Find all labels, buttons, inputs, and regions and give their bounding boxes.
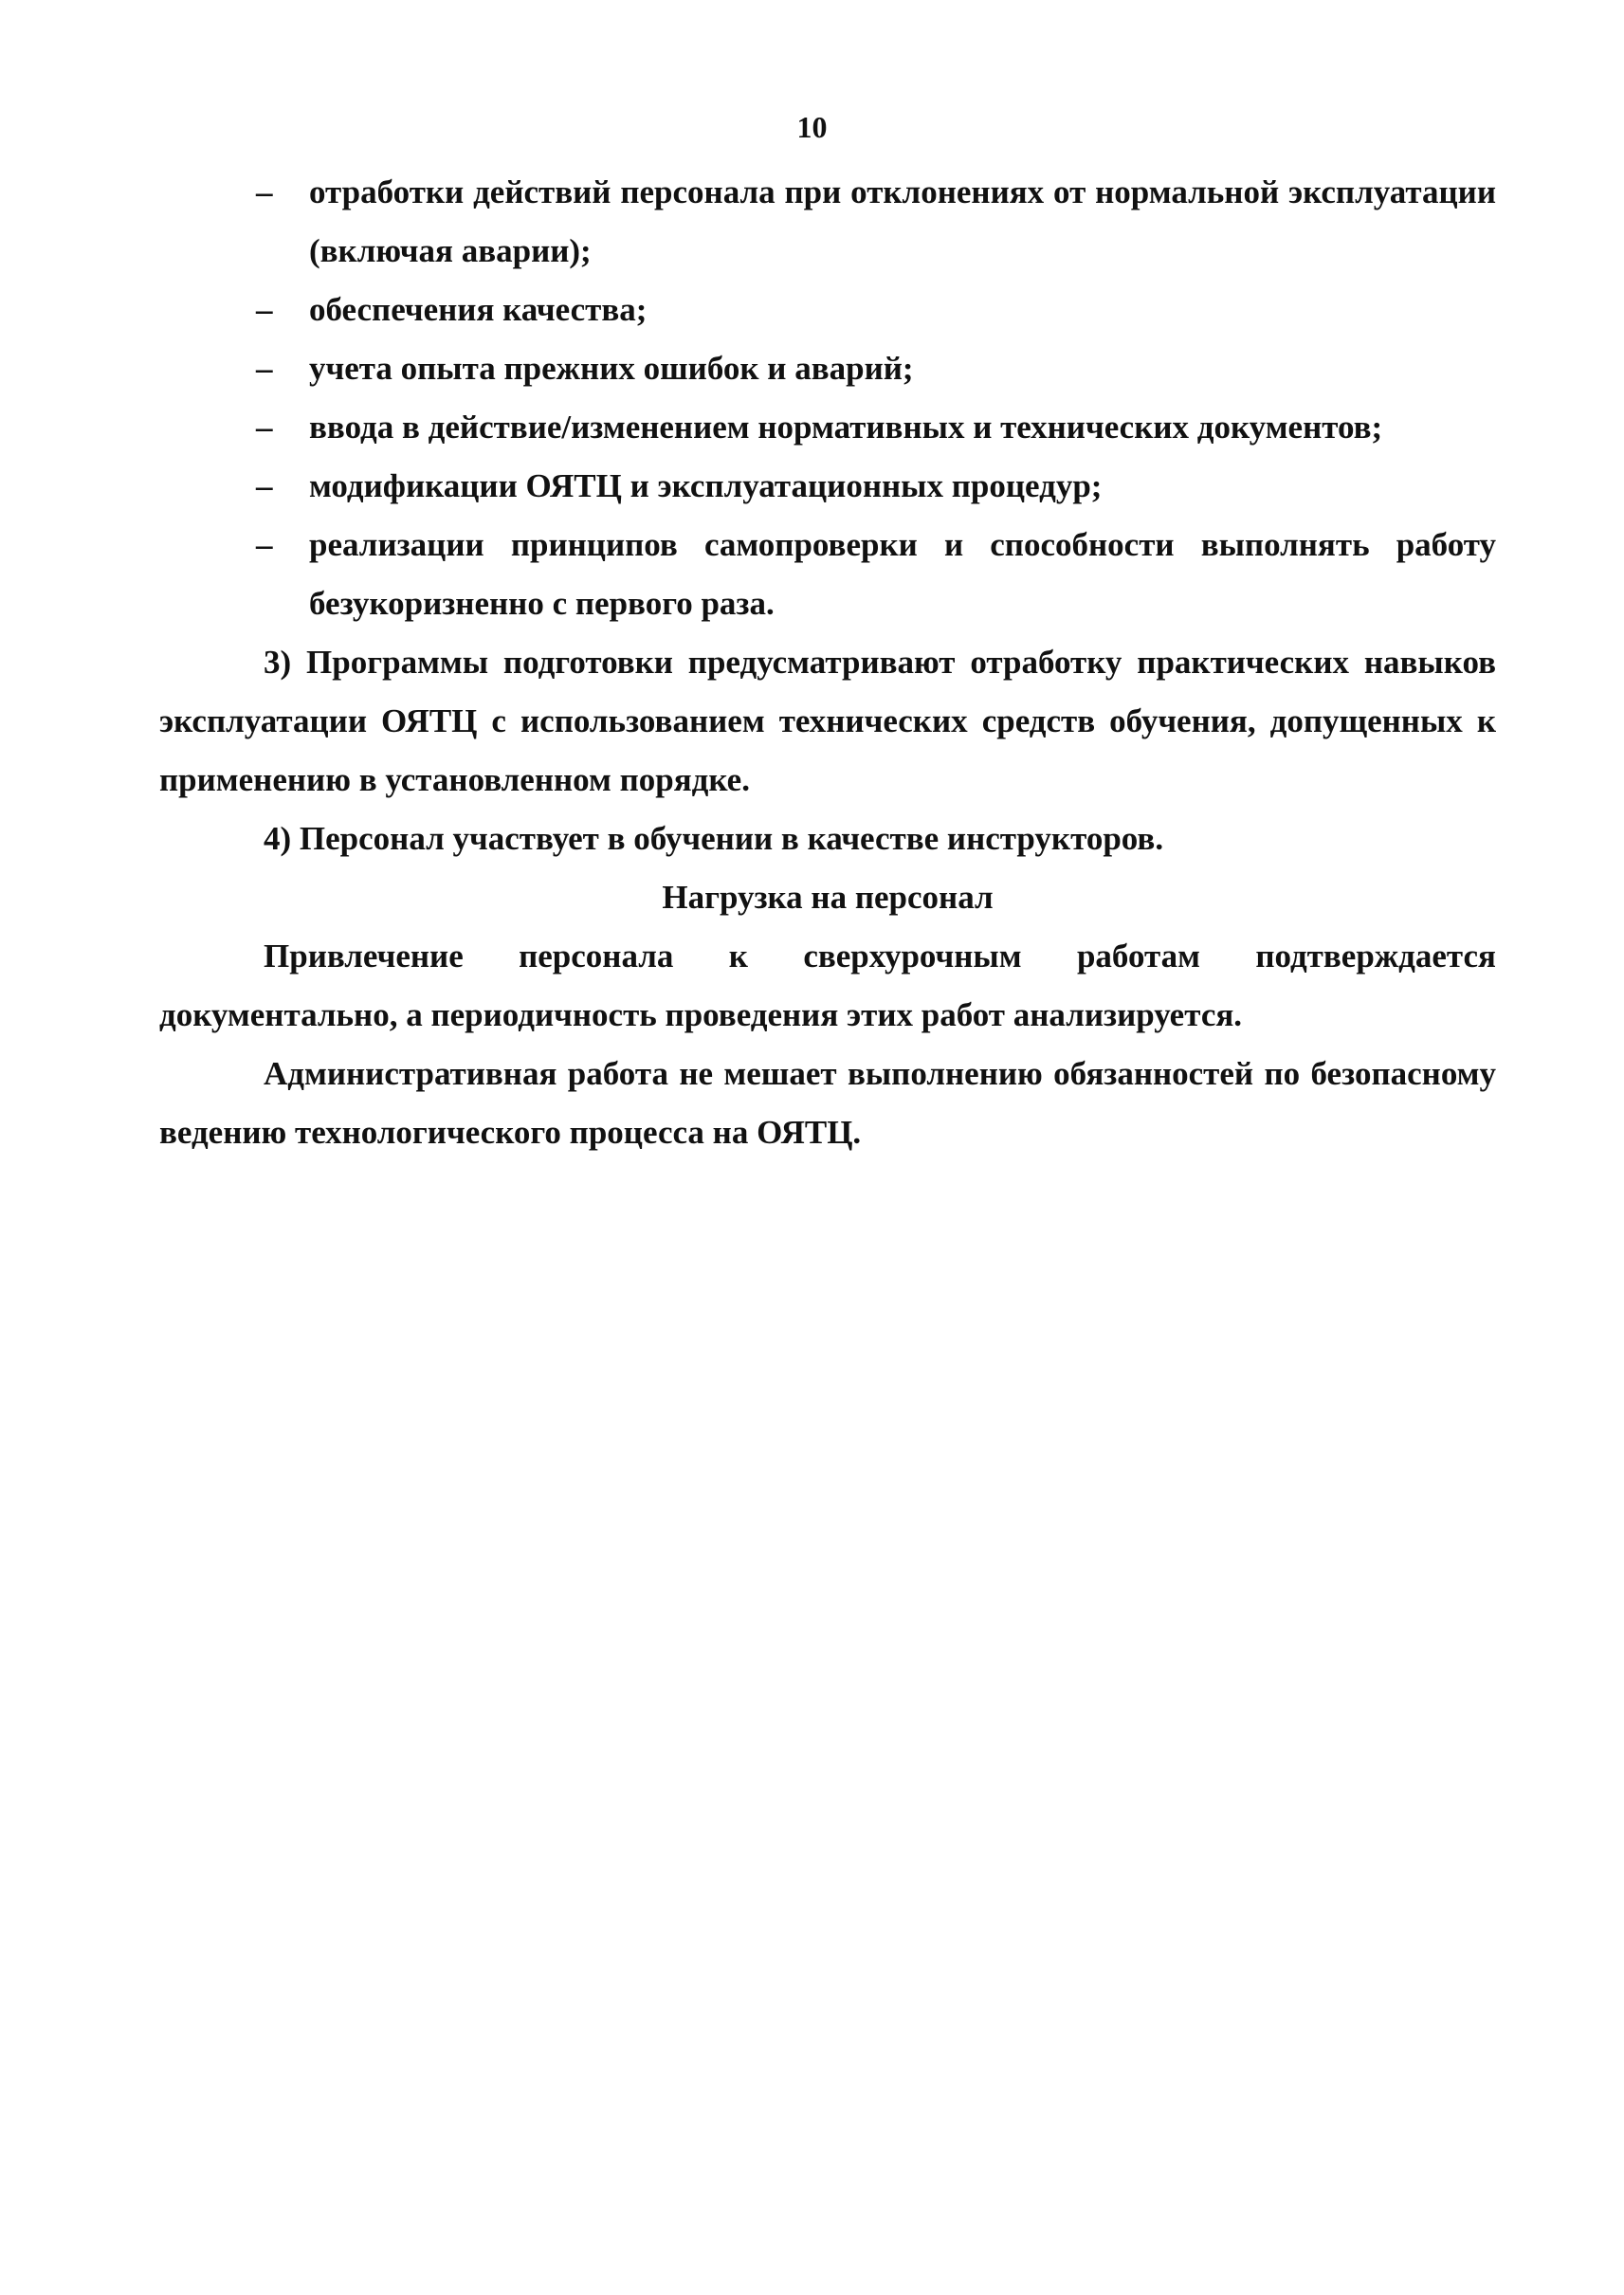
dash-bullet: – (256, 350, 273, 387)
section-heading: Нагрузка на персонал (662, 879, 994, 916)
list-item-text: модификации ОЯТЦ и эксплуатационных процедур; (309, 467, 1103, 504)
list-item (159, 398, 1496, 457)
paragraph-3: 3) Программы подготовки предусматривают отработку практических навыков эксплуатации ОЯТЦ с использованием технических средств обучения, допущенных к применению в установленном порядке. (159, 644, 1496, 798)
paragraph-4: 4) Персонал участвует в обучении в качестве инструкторов. (264, 820, 1164, 857)
list-item (159, 339, 1496, 398)
list-item (159, 163, 1496, 281)
list-item-text: отработки действий персонала при отклонениях от нормальной эксплуатации (включая аварии); (309, 173, 1496, 269)
document-body (159, 163, 1496, 1162)
overtime-paragraph: Привлечение персонала к сверхурочным работам подтверждается документально, а периодичность проведения этих работ анализируется. (159, 938, 1496, 1033)
dash-bullet: – (256, 467, 273, 504)
page-number: 10 (796, 110, 828, 144)
list-item (159, 516, 1496, 633)
dash-bullet: – (256, 409, 273, 446)
administrative-work-paragraph: Административная работа не мешает выполнению обязанностей по безопасному ведению технологического процесса на ОЯТЦ. (159, 1055, 1496, 1151)
list-item (159, 281, 1496, 339)
list-item-text: учета опыта прежних ошибок и аварий; (309, 350, 914, 387)
dash-bullet: – (256, 291, 273, 328)
list-item-text: ввода в действие/изменением нормативных и технических документов; (309, 409, 1383, 446)
list-item-text: реализации принципов самопроверки и способности выполнять работу безукоризненно с первого раза. (309, 526, 1496, 622)
list-item (159, 457, 1496, 516)
list-item-text: обеспечения качества; (309, 291, 648, 328)
dash-bullet: – (256, 526, 273, 563)
dash-bullet: – (256, 173, 273, 210)
